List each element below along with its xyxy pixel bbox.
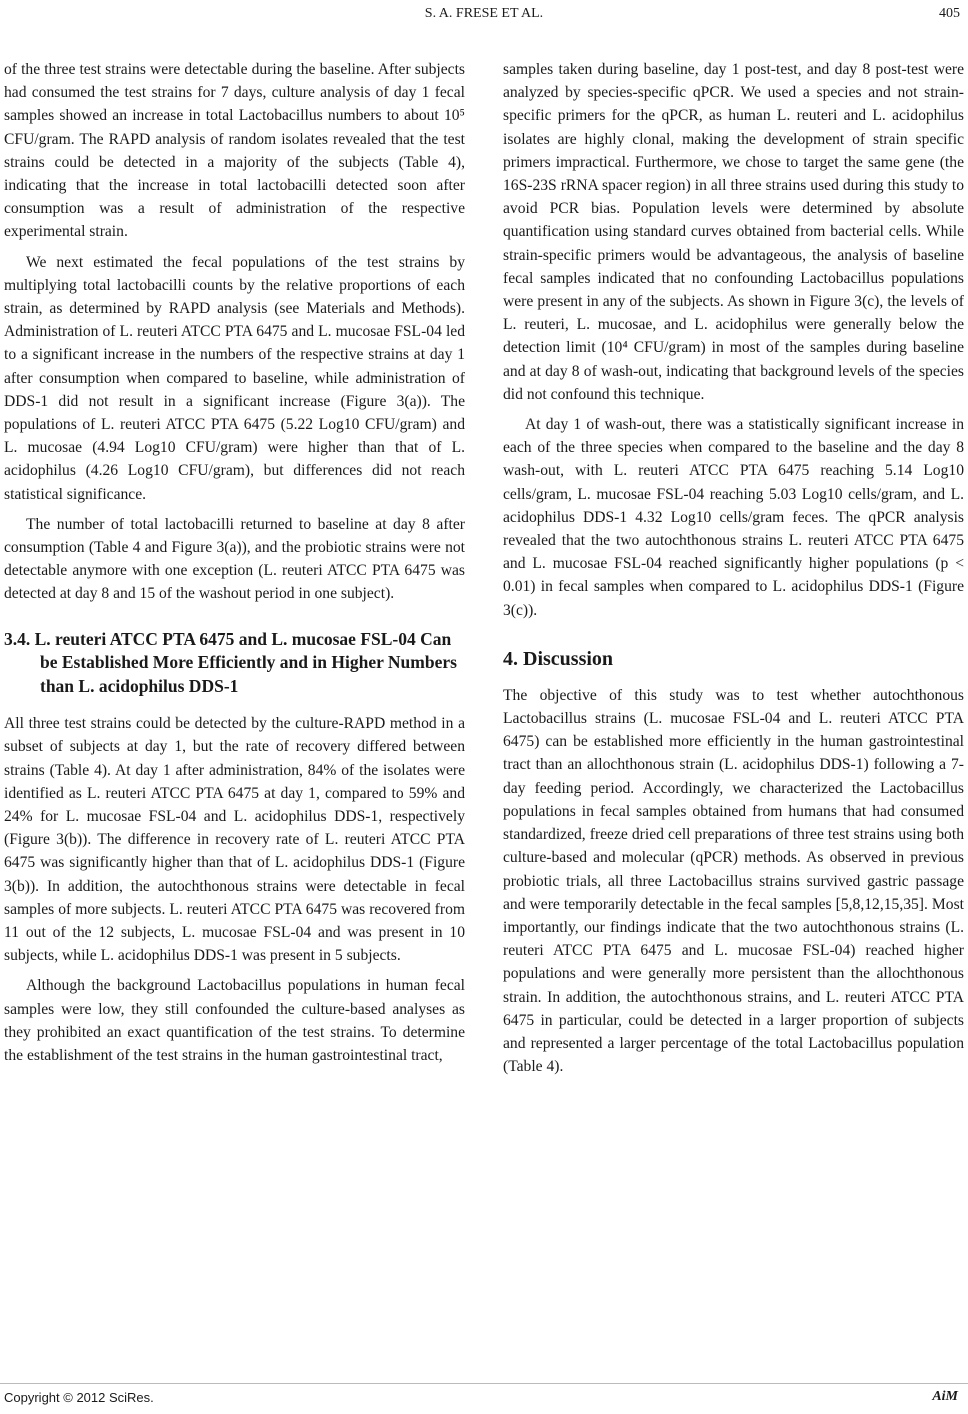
page-number: 405: [939, 6, 960, 21]
section-heading-discussion: 4. Discussion: [503, 647, 614, 670]
left-paragraph-2: We next estimated the fecal populations of the test strains by multiplying total lactobacilli counts by the relative proportions of each strain, as determined by RAPD analysis (see Materials and Methods). Administration of L. reuteri ATCC PTA 6475 and L. mucosae FSL-04 led to a significant increase in the numbers of the respective strains at day 1 after consumption when compared to baseline, while administration of DDS-1 did not result in a significant increase (Figure 3(a)). The populations of L. reuteri ATCC PTA 6475 (5.22 Log10 CFU/gram) and L. mucosae (4.94 Log10 CFU/gram) were higher than that of L. acidophilus (4.26 Log10 CFU/gram), but differences did not reach statistical significance.: [4, 253, 465, 503]
right-paragraph-2: At day 1 of wash-out, there was a statistically significant increase in each of the three species when compared to the baseline and the day 8 wash-out, with L. reuteri ATCC PTA 6475 reaching 5.14 Log10 cells/gram, L. mucosae FSL-04 reaching 5.03 Log10 cells/gram, and L. acidophilus DDS-1 4.32 Log10 cells/gram feces. The qPCR analysis revealed that the two autochthonous strains L. reuteri ATCC PTA 6475 and L. mucosae FSL-04 reached significantly higher populations (p < 0.01) in fecal samples when compared to L. acidophilus DDS-1 (Figure 3(c)).: [503, 416, 964, 619]
page-footer: [0, 1383, 968, 1404]
left-paragraph-3: The number of total lactobacilli returned to baseline at day 8 after consumption (Table 4 and Figure 3(a)), and the probiotic strains were not detectable anymore with one exception (L. reuteri ATCC PTA 6475 was detected at day 8 and 15 of the washout period in one subject).: [4, 515, 465, 603]
running-head-authors: S. A. FRESE ET AL.: [424, 6, 544, 21]
running-head: [0, 6, 968, 26]
right-column: [503, 58, 964, 1078]
copyright-notice: Copyright © 2012 SciRes.: [4, 1390, 154, 1405]
left-paragraph-5: Although the background Lactobacillus populations in human fecal samples were low, they still confounded the culture-based analyses as they prohibited an exact quantification of the test strains. To determine the establishment of the test strains in the human gastrointestinal tract,: [4, 977, 465, 1065]
left-column: [4, 58, 465, 1067]
right-paragraph-3: The objective of this study was to test whether autochthonous Lactobacillus strains (L. mucosae FSL-04 and L. reuteri ATCC PTA 6475) can be established more efficiently in the human gastrointestinal tract than an allochthonous strain (L. acidophilus DDS-1) following a 7-day feeding period. Accordingly, we characterized the Lactobacillus populations in fecal samples obtained from humans that had consumed standardized, freeze dried cell preparations of three test strains using both culture-based and molecular (qPCR) methods. As observed in previous probiotic trials, all three Lactobacillus strains survived gastric passage and were temporarily detectable in the fecal samples [5,8,12,15,35]. Most importantly, our findings indicate that the two autochthonous strains (L. reuteri ATCC PTA 6475 and L. mucosae FSL-04) reached higher populations and were generally more persistent than the allochthonous strain. In addition, the autochthonous strains, and L. reuteri ATCC PTA 6475 in particular, could be detected in a larger proportion of subjects and represented a larger percentage of the total Lactobacillus population (Table 4).: [503, 686, 964, 1076]
section-heading-3-4: 3.4. L. reuteri ATCC PTA 6475 and L. mucosae FSL-04 Can be Established More Efficiently and in Higher Numbers than L. acidophilus DDS-1: [4, 628, 457, 696]
right-paragraph-1: samples taken during baseline, day 1 post-test, and day 8 post-test were analyzed by species-specific qPCR. We used a species and not strain-specific primers for the qPCR, as human L. reuteri and L. acidophilus isolates are highly clonal, making the development of strain specific primers impractical. Furthermore, we chose to target the same gene (the 16S-23S rRNA spacer region) in all three strains used during this study to avoid PCR bias. Population levels were determined by absolute quantification using standard curves obtained from bacterial cells. While strain-specific primers would be advantageous, the analysis of baseline fecal samples indicated that no confounding Lactobacillus populations were present in any of the subjects. As shown in Figure 3(c), the levels of L. reuteri, L. mucosae, and L. acidophilus were generally below the detection limit (10⁴ CFU/gram) in most of the samples during baseline and at day 8 of wash-out, indicating that background levels of the species did not confound this technique.: [503, 61, 964, 403]
left-paragraph-4: All three test strains could be detected by the culture-RAPD method in a subset of subjects at day 1, but the rate of recovery differed between strains (Table 4). At day 1 after administration, 84% of the isolates were identified as L. reuteri ATCC PTA 6475 at day 1, compared to 59% and 24% for L. mucosae FSL-04 and L. acidophilus DDS-1, respectively (Figure 3(b)). The difference in recovery rate of L. reuteri ATCC PTA 6475 was significantly higher than that of L. acidophilus DDS-1 (Figure 3(b)). In addition, the autochthonous strains were detectable in fecal samples of more subjects. L. reuteri ATCC PTA 6475 was recovered from 11 out of the 12 subjects, L. mucosae FSL-04 and was present in 10 subjects, while L. acidophilus DDS-1 was present in 5 subjects.: [4, 715, 465, 965]
left-paragraph-1: of the three test strains were detectable during the baseline. After subjects had consumed the test strains for 7 days, culture analysis of day 1 fecal samples showed an increase in total Lactobacillus numbers to about 10⁵ CFU/gram. The RAPD analysis of random isolates revealed that the test strains could be detected in a majority of the subjects (Table 4), indicating that the increase in total lactobacilli detected soon after consumption was a result of administration of the respective experimental strain.: [4, 61, 465, 241]
journal-abbrev: AiM: [932, 1389, 958, 1404]
